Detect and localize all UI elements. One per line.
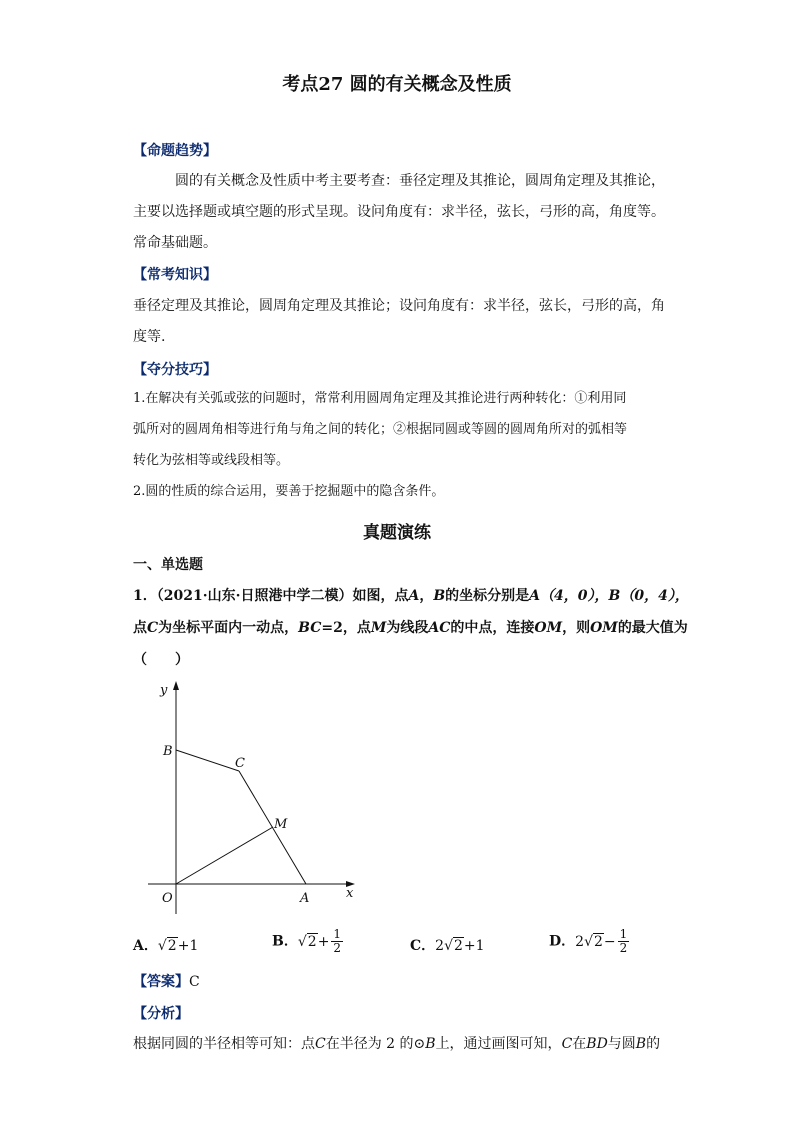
label-c: C <box>235 756 245 771</box>
q-text-1a: 1．（2021·山东·日照港中学二模）如图，点 <box>133 588 409 604</box>
skills-line-2: 弧所对的圆周角相等进行角与角之间的转化；②根据同圆或等圆的圆周角所对的弧相等 <box>133 422 628 437</box>
q-text-2c: =2，点 <box>321 620 371 636</box>
q-seg-bc: BC <box>298 620 322 636</box>
analysis-text-c: 上，通过画图可知， <box>435 1036 562 1052</box>
q-seg-ac: AC <box>428 620 451 636</box>
answer-tag: 【答案】 <box>133 974 189 990</box>
analysis-seg-bd: BD <box>586 1036 608 1052</box>
q-point-c: C <box>147 620 159 636</box>
trend-tag: 【命题趋势】 <box>133 143 217 159</box>
q-text-2f: ，则 <box>562 620 591 636</box>
label-b: B <box>163 744 173 759</box>
q-point-b: B <box>433 588 446 604</box>
option-d[interactable] <box>549 928 629 955</box>
option-b-post: + <box>317 933 330 950</box>
option-c-post: +1 <box>463 938 485 954</box>
analysis-point-b: B <box>425 1036 436 1052</box>
option-d-frac-den: 2 <box>619 941 628 955</box>
analysis-text-e: 与圆 <box>607 1036 636 1052</box>
option-b-radicand: 2 <box>307 933 317 950</box>
knowledge-tag: 【常考知识】 <box>133 267 217 283</box>
segment-om <box>176 827 273 884</box>
option-d-post: − <box>603 933 616 950</box>
analysis-point-c-2: C <box>561 1036 573 1052</box>
page-title: 考点27 圆的有关概念及性质 <box>282 74 512 95</box>
q-text-2g: 的最大值为 <box>617 620 688 636</box>
option-b-fraction <box>331 928 343 955</box>
analysis-point-b-2: B <box>635 1036 647 1052</box>
q-seg-om: OM <box>534 620 563 636</box>
option-b-math: √2+ $\frac{1}{2}$ <box>297 927 342 955</box>
question-line-3: （ ） <box>133 652 189 668</box>
question-line-2 <box>133 618 688 638</box>
answer-value: C <box>189 974 200 990</box>
analysis-line-1 <box>133 1034 660 1054</box>
label-x: x <box>346 886 354 901</box>
option-b-label: B． <box>272 933 298 950</box>
geometry-figure <box>140 678 370 923</box>
option-d-frac-num: 1 <box>619 927 628 941</box>
option-d-pre: 2 <box>575 933 585 950</box>
q-text-1b: 的坐标分别是 <box>445 588 530 604</box>
analysis-text-b: 在半径为 2 的⊙ <box>325 1036 426 1052</box>
option-a[interactable] <box>133 935 198 955</box>
knowledge-line-1: 垂径定理及其推论，圆周角定理及其推论；设问角度有：求半径，弦长，弓形的高，角 <box>133 298 665 314</box>
q-coord-a: A（4，0）， <box>529 588 609 604</box>
label-o: O <box>162 891 173 906</box>
option-a-post: +1 <box>177 938 199 954</box>
q-text-2d: 为线段 <box>386 620 429 636</box>
analysis-point-c: C <box>315 1036 326 1052</box>
trend-line-1: 圆的有关概念及性质中考主要考查：垂径定理及其推论，圆周角定理及其推论， <box>175 173 665 189</box>
q-point-m: M <box>370 620 387 636</box>
analysis-text-f: 的 <box>646 1036 661 1052</box>
option-d-fraction <box>618 928 630 955</box>
answer-line <box>133 972 200 992</box>
label-a: A <box>300 891 310 906</box>
option-a-radicand: 2 <box>167 938 177 954</box>
label-y: y <box>160 683 168 698</box>
option-b-frac-den: 2 <box>333 941 342 955</box>
q-text-2a: 点 <box>133 620 147 636</box>
option-d-label: D． <box>549 933 576 950</box>
subsection-title: 一、单选题 <box>133 557 203 573</box>
option-d-math: 2√2− $\frac{1}{2}$ <box>575 927 628 955</box>
option-c-math: 2√2+1 <box>435 938 485 954</box>
option-a-label: A． <box>133 938 158 954</box>
q-text-2b: 为坐标平面内一动点， <box>158 620 299 636</box>
question-line-1 <box>133 586 689 606</box>
y-axis-arrow <box>173 681 179 690</box>
q-coord-b: B（0，4）， <box>608 588 689 604</box>
option-c-label: C． <box>410 938 436 954</box>
q-point-a: A <box>408 588 420 604</box>
section-title: 真题演练 <box>363 523 431 543</box>
label-m: M <box>274 817 288 832</box>
q-text-2e: 的中点，连接 <box>450 620 535 636</box>
q-comma: ， <box>419 588 434 604</box>
option-c-pre: 2 <box>435 938 445 954</box>
skills-line-3: 转化为弦相等或线段相等。 <box>133 453 290 468</box>
option-c-radicand: 2 <box>454 938 463 954</box>
knowledge-line-2: 度等. <box>133 329 166 345</box>
option-a-math: √2+1 <box>157 938 199 954</box>
skills-line-4: 2.圆的性质的综合运用，要善于挖掘题中的隐含条件。 <box>133 484 445 499</box>
analysis-text-d: 在 <box>572 1036 587 1052</box>
option-d-radicand: 2 <box>593 933 603 950</box>
analysis-text-a: 根据同圆的半径相等可知：点 <box>133 1036 315 1052</box>
skills-tag: 【夺分技巧】 <box>133 362 217 378</box>
trend-line-3: 常命基础题。 <box>133 235 217 251</box>
option-b[interactable] <box>272 928 343 955</box>
option-b-frac-num: 1 <box>333 927 342 941</box>
q-seg-om-2: OM <box>590 620 618 636</box>
segment-bc <box>176 750 239 771</box>
skills-line-1: 1.在解决有关弧或弦的问题时，常常利用圆周角定理及其推论进行两种转化：①利用同 <box>133 391 627 406</box>
trend-line-2: 主要以选择题或填空题的形式呈现。设问角度有：求半径，弦长，弓形的高，角度等。 <box>133 204 665 220</box>
option-c[interactable] <box>410 935 485 955</box>
analysis-tag: 【分析】 <box>133 1006 189 1022</box>
